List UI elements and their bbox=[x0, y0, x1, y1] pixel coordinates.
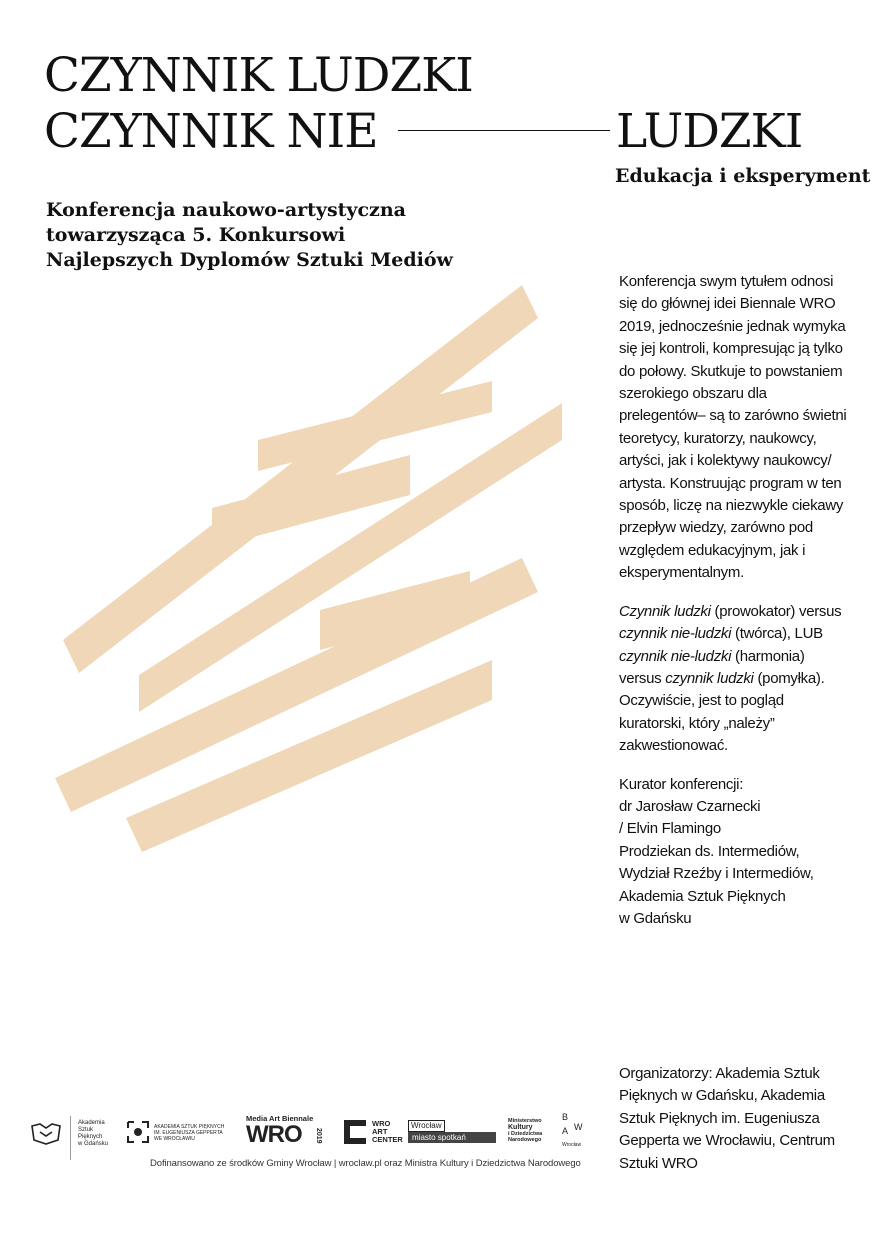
curator-line: Akademia Sztuk Pięknych bbox=[619, 887, 786, 905]
wro-biennale-logo bbox=[246, 1114, 338, 1154]
body-paragraph-2 bbox=[619, 601, 849, 758]
intro-line: Konferencja naukowo-artystyczna bbox=[46, 199, 406, 221]
subtitle: Edukacja i eksperyment bbox=[615, 165, 871, 187]
logo-text: WRO bbox=[246, 1121, 302, 1148]
funding-note: Dofinansowano ze środków Gminy Wrocław | wroclaw.pl oraz Ministra Kultury i Dziedzictwa Narodowego bbox=[150, 1158, 581, 1169]
curator-line: / Elvin Flamingo bbox=[619, 820, 721, 838]
asp-wroclaw-icon bbox=[126, 1120, 150, 1144]
logo-text: Pięknych bbox=[78, 1134, 103, 1140]
body-text: (pomyłka). Oczywiście, jest to pogląd kuratorski, który „należy” zakwestionować. bbox=[619, 669, 825, 755]
italic-term: czynnik nie-ludzki bbox=[619, 625, 732, 643]
title-line-1: CZYNNIK LUDZKI bbox=[44, 48, 473, 103]
title-line-2-right: LUDZKI bbox=[616, 104, 803, 159]
logo-text: Wrocław bbox=[408, 1120, 445, 1132]
curator-line: Kurator konferencji: bbox=[619, 775, 744, 793]
logo-text: IM. EUGENIUSZA GEPPERTA bbox=[154, 1130, 223, 1136]
asp-wroclaw-logo bbox=[126, 1118, 241, 1148]
logo-text: CENTER bbox=[372, 1135, 403, 1144]
stripe-shape bbox=[258, 381, 492, 471]
intro-line: towarzysząca 5. Konkursowi bbox=[46, 224, 346, 246]
asp-gdansk-logo bbox=[30, 1116, 120, 1152]
logo-text: Sztuk bbox=[78, 1127, 94, 1133]
logo-text: Media Art Biennale bbox=[246, 1114, 314, 1123]
logo-text: Wrocław bbox=[562, 1142, 582, 1148]
curator-line: dr Jarosław Czarnecki bbox=[619, 797, 761, 815]
logo-text: Ministerstwo bbox=[508, 1118, 542, 1124]
logo-text: Kultury bbox=[508, 1124, 533, 1131]
wroclaw-city-logo bbox=[408, 1120, 500, 1148]
logo-text: WE WROCŁAWIU bbox=[154, 1136, 195, 1142]
logo-text: Akademia bbox=[78, 1120, 105, 1126]
title-line-2-left: CZYNNIK NIE bbox=[44, 104, 378, 159]
body-text: (prowokator) versus bbox=[710, 602, 842, 620]
logo-strip bbox=[30, 1108, 600, 1156]
ministry-logo bbox=[508, 1118, 558, 1148]
curator-line: w Gdańsku bbox=[619, 909, 692, 927]
curator-line: Wydział Rzeźby i Intermediów, bbox=[619, 865, 814, 883]
body-text: (harmonia) versus bbox=[619, 647, 805, 687]
baw-logo: B A W Wrocław bbox=[562, 1112, 583, 1148]
body-text: (twórca), LUB bbox=[731, 625, 823, 643]
logo-text: i Dziedzictwa bbox=[508, 1131, 543, 1137]
logo-text: ART bbox=[372, 1127, 388, 1136]
intro-line: Najlepszych Dyplomów Sztuki Mediów bbox=[46, 249, 453, 271]
organizers-text: Organizatorzy: Akademia Sztuk Pięknych w Gdańsku, Akademia Sztuk Pięknych im. Eugeniusza Gepperta we Wrocławiu, Centrum Sztuki WRO bbox=[619, 1065, 835, 1172]
logo-text: Narodowego bbox=[508, 1137, 542, 1143]
crest-icon bbox=[30, 1122, 62, 1146]
curator-block bbox=[619, 774, 849, 931]
logo-text: AKADEMIA SZTUK PIĘKNYCH bbox=[154, 1124, 225, 1130]
italic-term: Czynnik ludzki bbox=[619, 602, 711, 620]
wro-art-center-logo bbox=[344, 1118, 404, 1148]
logo-text: 2019 bbox=[315, 1128, 322, 1144]
curator-line: Prodziekan ds. Intermediów, bbox=[619, 842, 800, 860]
logo-text: miasto spotkań bbox=[408, 1132, 496, 1143]
logo-text: w Gdańsku bbox=[78, 1141, 109, 1147]
body-column bbox=[619, 271, 849, 930]
italic-term: czynnik nie-ludzki bbox=[619, 647, 732, 665]
body-paragraph-1: Konferencja swym tytułem odnosi się do głównej idei Biennale WRO 2019, jednocześnie jednak wymyka się jej kontroli, kompresując ją tylko do połowy. Skutkuje to powstaniem szerokiego obszaru dla prelegentów– są to zarówno świetni teoretycy, kuratorzy, naukowcy, artyści, jak i kolektywy naukowcy/ artysta. Konstruując program w ten sposób, liczę na niezwykle ciekawy przepływ wiedzy, zarówno pod względem edukacyjnym, jak i eksperymentalnym. bbox=[619, 273, 847, 582]
logo-text: WRO bbox=[372, 1119, 391, 1128]
italic-term: czynnik ludzki bbox=[665, 669, 754, 687]
